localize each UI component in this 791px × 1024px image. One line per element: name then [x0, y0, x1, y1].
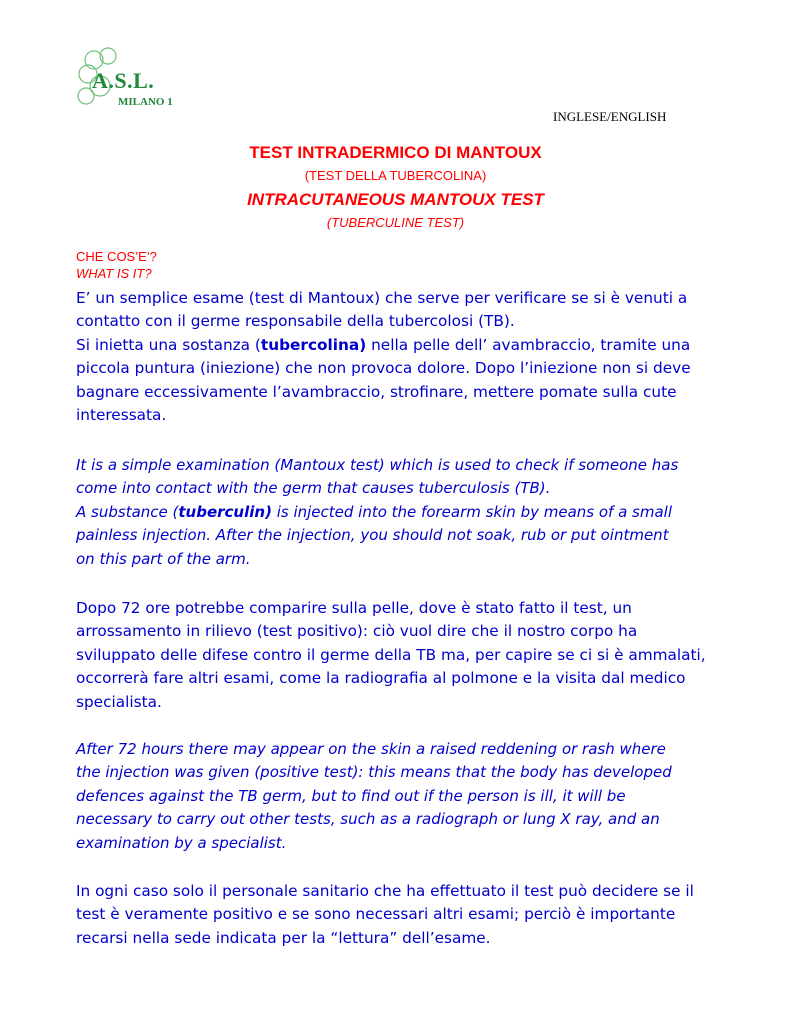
paragraph-italian-intro [76, 287, 724, 427]
text-line: painless injection. After the injection, you should not soak, rub or put ointment [76, 526, 669, 545]
question-italian: CHE COS’E’? [76, 249, 157, 264]
text-line: E’ un semplice esame (test di Mantoux) che serve per verificare se si è venuti a [76, 289, 688, 307]
text-line: piccola puntura (iniezione) che non provoca dolore. Dopo l’iniezione non si deve [76, 359, 691, 378]
question-english: WHAT IS IT? [76, 266, 152, 281]
text-line: test è veramente positivo e se sono necessari altri esami; perciò è importante [76, 905, 676, 924]
text-line: examination by a specialist. [76, 833, 287, 852]
english-title: INTRACUTANEOUS MANTOUX TEST [247, 190, 544, 209]
text-line: specialista. [76, 692, 162, 711]
text-line: the injection was given (positive test): this means that the body has developed [76, 763, 672, 782]
text-line: occorrerà fare altri esami, come la radiografia al polmone e la visita dal medico [76, 669, 686, 688]
text-line: It is a simple examination (Mantoux test) which is used to check if someone has [76, 456, 679, 474]
text-line [76, 334, 724, 357]
title-block [0, 141, 791, 233]
paragraph-italian-result [76, 597, 724, 714]
text-line: recarsi nella sede indicata per la “lettura” dell’esame. [76, 928, 491, 947]
paragraph-english-result [76, 738, 724, 855]
text-line: arrossamento in rilievo (test positivo): ciò vuol dire che il nostro corpo ha [76, 622, 638, 641]
text-line: defences against the TB germ, but to find out if the person is ill, it will be [76, 786, 626, 805]
bold-term: tuberculin) [178, 502, 272, 521]
text-fragment: nella pelle dell’ avambraccio, tramite una [366, 335, 691, 354]
paragraph-italian-note [76, 880, 724, 950]
text-line: contatto con il germe responsabile della tubercolosi (TB). [76, 312, 515, 331]
bold-term: tubercolina) [260, 335, 367, 354]
text-fragment: A substance ( [76, 502, 179, 521]
text-line [76, 501, 724, 524]
text-line: In ogni caso solo il personale sanitario che ha effettuato il test può decidere se il [76, 882, 694, 900]
text-line: on this part of the arm. [76, 549, 251, 568]
text-fragment: Si inietta una sostanza ( [76, 335, 261, 354]
italian-subtitle: (TEST DELLA TUBERCOLINA) [304, 168, 487, 183]
text-line: Dopo 72 ore potrebbe comparire sulla pelle, dove è stato fatto il test, un [76, 599, 632, 617]
logo-subtitle: MILANO 1 [118, 96, 173, 108]
italian-title: TEST INTRADERMICO DI MANTOUX [249, 143, 542, 162]
text-line: bagnare eccessivamente l’avambraccio, strofinare, mettere pomate sulla cute [76, 382, 677, 401]
text-line: After 72 hours there may appear on the skin a raised reddening or rash where [76, 740, 666, 758]
english-subtitle: (TUBERCULINE TEST) [326, 215, 465, 230]
text-line: sviluppato delle difese contro il germe della TB ma, per capire se ci si è ammalati, [76, 645, 706, 664]
text-line: necessary to carry out other tests, such as a radiograph or lung X ray, and an [76, 810, 660, 829]
paragraph-english-intro [76, 454, 724, 571]
logo-text: A.S.L. [92, 68, 155, 93]
text-line: interessata. [76, 406, 167, 425]
text-line: come into contact with the germ that causes tuberculosis (TB). [76, 479, 551, 498]
text-fragment: is injected into the forearm skin by means of a small [271, 502, 673, 521]
language-label: INGLESE/ENGLISH [553, 109, 667, 124]
